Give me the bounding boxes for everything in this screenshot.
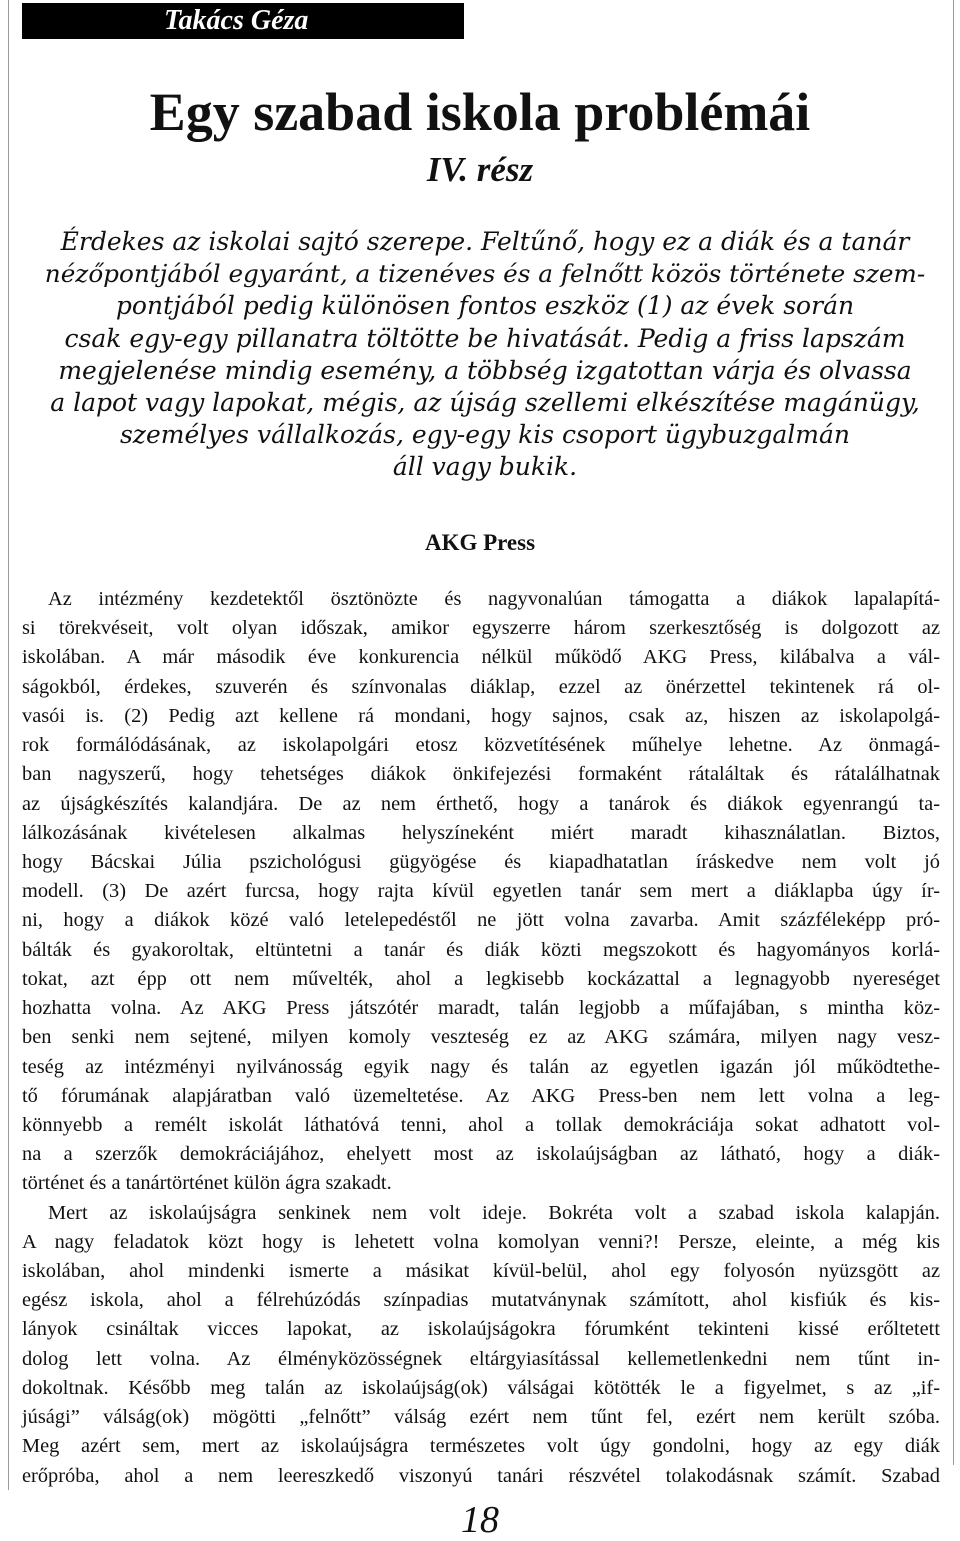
body-line: si törekvéseit, volt olyan időszak, amikor egyszerre három szerkesztőség is dolgozott az xyxy=(22,617,940,640)
body-line: A nagy feladatok közt hogy is lehetett volna komolyan venni?! Persze, eleinte, a még kis xyxy=(22,1230,940,1253)
lead-line: nézőpontjából egyaránt, a tizenéves és a felnőtt közös története szem- xyxy=(44,259,926,289)
section-heading: AKG Press xyxy=(424,530,536,555)
body-line: júsági” válság(ok) mögötti „felnőtt” válság ezért nem tűnt fel, ezért nem került szóba. xyxy=(22,1406,940,1429)
body-line: na a szerzők demokráciájához, ehelyett most az iskolaújságban az látható, hogy a diák- xyxy=(22,1143,940,1166)
body-line: vasói is. (2) Pedig azt kellene rá mondani, hogy sajnos, csak az, hiszen az iskolapolgá- xyxy=(22,704,940,727)
body-line: hogy Bácskai Júlia pszichológusi gügyögése és kiapadhatatlan íráskedve nem volt jó xyxy=(22,850,940,873)
body-line: ben senki nem sejtené, milyen komoly veszteség ez az AKG számára, milyen nagy vesz- xyxy=(22,1026,940,1049)
body-text xyxy=(22,585,940,1491)
left-page-rule xyxy=(8,0,9,1490)
body-line: Mert az iskolaújságra senkinek nem volt ideje. Bokréta volt a szabad iskola kalapján. xyxy=(48,1201,940,1224)
lead-line: csak egy-egy pillanatra töltötte be hivatását. Pedig a friss lapszám xyxy=(64,323,906,353)
article-title: Egy szabad iskola problémái xyxy=(149,82,811,142)
body-line: ságokból, érdekes, szuverén és színvonalas diáklap, ezzel az önérzettel tekintenek rá ol- xyxy=(22,675,940,698)
body-line: tokat, azt épp ott nem művelték, ahol a legkisebb kockázattal a legnagyobb nyereséget xyxy=(22,967,940,990)
body-line: iskolában. A már második éve konkurencia nélkül működő AKG Press, kilábalva a vál- xyxy=(22,646,940,669)
body-line: teség az intézményi nyilvánosság egyik nagy és talán az egyetlen igazán jól működtethe- xyxy=(22,1055,940,1078)
author-banner: Takács Géza xyxy=(22,3,464,39)
body-line: tő fórumának alapjáratban való üzemeltetése. Az AKG Press-ben nem lett volna a leg- xyxy=(22,1084,940,1107)
body-line: modell. (3) De azért furcsa, hogy rajta kívül egyetlen tanár sem mert a diáklapba úgy ír- xyxy=(22,880,940,903)
page-number: 18 xyxy=(461,1499,499,1541)
body-line: Meg azért sem, mert az iskolaújságra természetes volt úgy gondolni, hogy az egy diák xyxy=(22,1435,940,1458)
right-page-rule xyxy=(953,0,954,1465)
body-line: hozhatta volna. Az AKG Press játszótér maradt, talán legjobb a műfajában, s mintha köz- xyxy=(22,997,940,1020)
body-line: dolog lett volna. Az élményközösségnek eltárgyiasítással kellemetlenkedni nem tűnt in- xyxy=(22,1347,940,1370)
lead-paragraph xyxy=(40,226,930,484)
lead-line: személyes vállalkozás, egy-egy kis csoport ügybuzgalmán xyxy=(119,420,851,450)
body-line: rok formálódásának, az iskolapolgári etosz közvetítésének műhelye lehetne. Az önmagá- xyxy=(22,734,940,757)
body-line: lányok csináltak vicces lapokat, az iskolaújságokra fórumként tekinteni kissé erőltetett xyxy=(22,1318,940,1341)
lead-line: áll vagy bukik. xyxy=(392,452,578,482)
body-line: dokoltnak. Később meg talán az iskolaújság(ok) válságai kötötték le a figyelmet, s az „if- xyxy=(22,1376,940,1399)
body-line: egész iskola, ahol a félrehúzódás színpadias mutatványnak számított, ahol kisfiúk és kis- xyxy=(22,1289,940,1312)
body-line: bálták és gyakoroltak, eltüntetni a tanár és diák közti megszokott és hagyományos korlá- xyxy=(22,938,940,961)
lead-line: Érdekes az iskolai sajtó szerepe. Feltűnő, hogy ez a diák és a tanár xyxy=(60,227,910,256)
lead-line: a lapot vagy lapokat, mégis, az újság szellemi elkészítése magánügy, xyxy=(50,388,920,418)
lead-line: pontjából pedig különösen fontos eszköz (1) az évek során xyxy=(115,291,855,321)
body-line: ni, hogy a diákok közé való letelepedéstől ne jött volna zavarba. Amit százféleképp pró- xyxy=(22,909,940,932)
body-line: iskolában, ahol mindenki ismerte a másikat kívül-belül, ahol egy folyosón nyüzsgött az xyxy=(22,1260,940,1283)
body-line: történet és a tanártörténet külön ágra szakadt. xyxy=(22,1172,392,1195)
article-subtitle: IV. rész xyxy=(426,150,534,189)
body-line: az újságkészítés kalandjára. De az nem érthető, hogy a tanárok és diákok egyenrangú ta- xyxy=(22,792,940,815)
body-line: ban nagyszerű, hogy tehetséges diákok önkifejezési formaként rátaláltak és rátalálhatnak xyxy=(22,763,940,786)
body-line: könnyebb a remélt iskolát láthatóvá tenni, ahol a tollak demokráciája sokat adhatott vol- xyxy=(22,1113,940,1136)
body-line: erőpróba, ahol a nem leereszkedő viszonyú tanári részvétel tolakodásnak számít. Szabad xyxy=(22,1464,940,1487)
lead-line: megjelenése mindig esemény, a többség izgatottan várja és olvassa xyxy=(58,355,912,385)
body-line: Az intézmény kezdetektől ösztönözte és nagyvonalúan támogatta a diákok lapalapítá- xyxy=(48,588,940,610)
body-line: lálkozásának kivételesen alkalmas helyszíneként miért maradt kihasználatlan. Biztos, xyxy=(22,821,940,844)
